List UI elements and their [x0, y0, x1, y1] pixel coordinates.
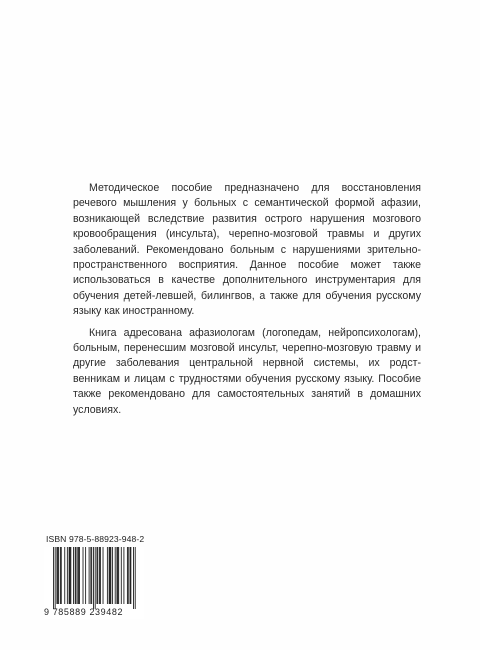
barcode-bar	[90, 547, 91, 604]
barcode-bar	[69, 547, 70, 604]
barcode-bar	[57, 547, 58, 604]
barcode-bar	[115, 547, 116, 604]
barcode-bar	[55, 547, 56, 609]
barcode-bar	[67, 547, 68, 604]
barcode-bar	[109, 547, 110, 604]
barcode-bar	[110, 547, 111, 604]
barcode-bar	[130, 547, 131, 604]
barcode-bar	[117, 547, 118, 604]
barcode-bar	[95, 547, 96, 609]
barcode-bar	[103, 547, 104, 604]
barcode-bar	[76, 547, 77, 604]
barcode-bar	[56, 547, 57, 604]
barcode-bar	[64, 547, 65, 604]
barcode-bar	[99, 547, 100, 604]
barcode-bar	[79, 547, 80, 604]
barcode	[44, 547, 144, 619]
barcode-bar	[83, 547, 84, 604]
barcode-bar	[110, 547, 111, 604]
barcode-bar	[127, 547, 128, 604]
barcode-bar	[73, 547, 74, 604]
barcode-bar	[70, 547, 71, 604]
barcode-bar	[53, 547, 54, 609]
annotation-paragraph-2: Книга адресована афазиологам (логопедам, нейропсихологам), больным, перенесшим мозговой инсульт, черепно-мозговую травму и другие заболевания центральной нервной системы, их родст-венникам и лицам с трудностями обучения русскому языку. Пособие также рекомендовано для самостоятельных занятий в домашних условиях.	[73, 326, 421, 416]
annotation-paragraph-1: Методическое пособие предназначено для восстановления речевого мышления у больных с семантической формой афазии, возникающей вследствие развития острого нарушения мозгового кровообращения (инсульта), черепно-мозговой травмы и других заболеваний. Рекомендовано больным с нарушениями зрительно-пространственного восприятия. Данное пособие может также использоваться в качестве дополнительного инструментария для обучения детей-левшей, билингвов, а также для обучения русскому языку как иностранному.	[73, 182, 421, 318]
barcode-bar	[93, 547, 94, 609]
barcode-bar	[135, 547, 136, 609]
barcode-bar	[78, 547, 79, 604]
barcode-bar	[112, 547, 113, 604]
barcode-bar	[107, 547, 108, 604]
barcode-bar	[97, 547, 98, 604]
barcode-bars	[44, 547, 144, 611]
barcode-bar	[77, 547, 78, 604]
barcode-bar	[58, 547, 59, 604]
barcode-bar	[130, 547, 131, 604]
barcode-bar	[75, 547, 76, 604]
annotation-text	[73, 181, 421, 418]
barcode-bar	[70, 547, 71, 604]
barcode-bar	[61, 547, 62, 604]
isbn-label: ISBN 978-5-88923-948-2	[46, 534, 145, 544]
barcode-bar	[123, 547, 124, 604]
barcode-bar	[100, 547, 101, 604]
barcode-digits: 9 785889 239482	[44, 607, 124, 617]
barcode-bar	[97, 547, 98, 604]
barcode-bar	[91, 547, 92, 604]
barcode-bar	[89, 547, 90, 604]
barcode-bar	[118, 547, 119, 604]
barcode-bar	[133, 547, 134, 609]
barcode-bar	[117, 547, 118, 604]
barcode-bar	[128, 547, 129, 604]
barcode-bar	[121, 547, 122, 604]
barcode-bar	[60, 547, 61, 604]
barcode-bar	[85, 547, 86, 604]
